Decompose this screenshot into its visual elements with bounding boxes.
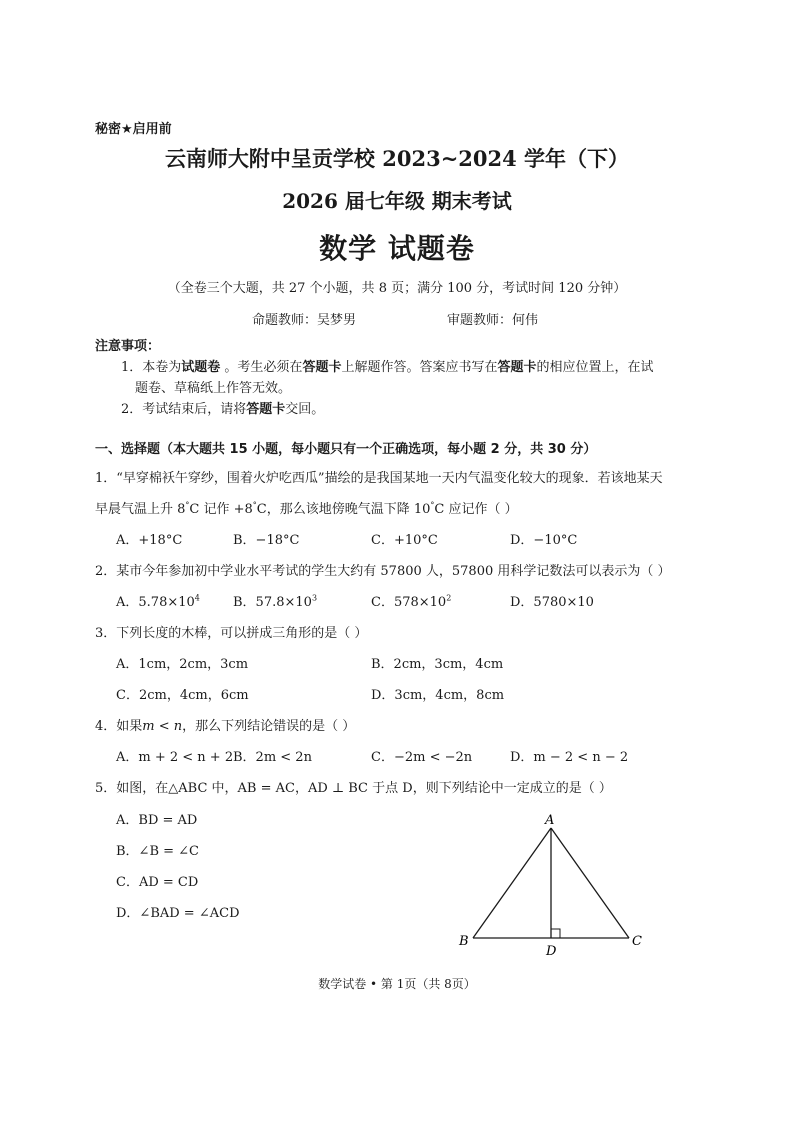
q2-option-c xyxy=(371,591,451,610)
q5-option-d: D．∠BAD = ∠ACD xyxy=(116,906,240,921)
notice-title: 注意事项： xyxy=(95,339,161,354)
notice-bold: 答题卡 xyxy=(246,402,286,417)
right-angle-mark xyxy=(551,929,560,938)
notice-bold: 答题卡 xyxy=(497,360,537,375)
q2-c-base: C．578×10 xyxy=(371,595,447,610)
vertex-label-b: B xyxy=(459,934,469,949)
q1-text: 早晨气温上升 8 xyxy=(95,502,186,517)
q3-option-b: B．2cm，3cm，4cm xyxy=(371,657,504,672)
notice-text: 2．考试结束后，请将 xyxy=(121,402,247,417)
exam-info: （全卷三个大题，共 27 个小题，共 8 页；满分 100 分，考试时间 120 分钟） xyxy=(167,281,627,296)
notice-text: 。考生必须在 xyxy=(220,360,303,375)
notice-text: 1．本卷为 xyxy=(121,360,182,375)
q5-option-c: C．AD = CD xyxy=(116,875,199,890)
notice-item-2 xyxy=(121,398,324,417)
q4-option-d: D．m − 2 < n − 2 xyxy=(510,750,629,765)
q4-option-a: A．m + 2 < n + 2 xyxy=(116,750,234,765)
q3-option-c: C．2cm，4cm，6cm xyxy=(116,688,249,703)
author-teacher: 命题教师：吴梦男 xyxy=(252,313,357,328)
q4-text: 4．如果 xyxy=(95,719,143,734)
q1-text: C 应记作（ ） xyxy=(434,502,518,517)
q1-text: C 记作 +8 xyxy=(189,502,253,517)
q4-text: ，那么下列结论错误的是（ ） xyxy=(182,719,356,734)
notice-text: 的相应位置上，在试 xyxy=(536,360,654,375)
q5-option-a: A．BD = AD xyxy=(116,813,198,828)
question-4 xyxy=(95,715,355,734)
q2-a-exp: 4 xyxy=(194,593,200,603)
question-1-line2 xyxy=(95,498,518,517)
question-1-line1: 1．“早穿棉袄午穿纱，围着火炉吃西瓜”描绘的是我国某地一天内气温变化较大的现象．若该地某天 xyxy=(95,471,663,486)
confidential-label: 秘密★启用前 xyxy=(95,122,172,137)
section-title: 一、选择题（本大题共 15 小题，每小题只有一个正确选项，每小题 2 分，共 30 分） xyxy=(95,442,597,457)
notice-text: 上解题作答。答案应书写在 xyxy=(341,360,498,375)
question-3: 3．下列长度的木棒，可以拼成三角形的是（ ） xyxy=(95,626,368,641)
q2-b-exp: 3 xyxy=(311,593,318,603)
notice-item-1 xyxy=(121,356,654,375)
page-footer: 数学试卷 • 第 1页（共 8页） xyxy=(318,977,476,991)
q1-option-c: C．+10°C xyxy=(371,533,438,548)
question-5: 5．如图，在△ABC 中，AB = AC，AD ⊥ BC 于点 D，则下列结论中一定成立的是（ ） xyxy=(95,781,612,796)
q1-option-d: D．−10°C xyxy=(510,533,578,548)
q1-text: C，那么该地傍晚气温下降 10 xyxy=(256,502,431,517)
notice-bold: 答题卡 xyxy=(302,360,342,375)
vertex-label-a: A xyxy=(545,813,555,828)
vertex-label-c: C xyxy=(632,934,642,949)
degree-symbol: ° xyxy=(185,500,190,510)
q2-option-a xyxy=(116,591,200,610)
school-title: 云南师大附中呈贡学校 2023~2024 学年（下） xyxy=(164,146,630,171)
degree-symbol: ° xyxy=(430,500,435,510)
q2-option-d: D．5780×10 xyxy=(510,595,594,610)
notice-text: 交回。 xyxy=(285,402,325,417)
paper-title: 数学 试题卷 xyxy=(319,232,475,265)
side-ac xyxy=(551,828,629,938)
q2-option-b xyxy=(233,591,317,610)
exam-title: 2026 届七年级 期末考试 xyxy=(282,189,512,213)
q4-inequality: m < n xyxy=(142,719,183,734)
q2-a-base: A．5.78×10 xyxy=(116,595,195,610)
q2-b-base: B．57.8×10 xyxy=(233,595,312,610)
triangle-figure xyxy=(455,808,655,958)
question-2: 2．某市今年参加初中学业水平考试的学生大约有 57800 人，57800 用科学记数法可以表示为（ ） xyxy=(95,564,671,579)
vertex-label-d: D xyxy=(546,944,557,958)
reviewer-teacher: 审题教师：何伟 xyxy=(447,313,539,328)
q4-option-b: B．2m < 2n xyxy=(233,750,312,765)
q2-c-exp: 2 xyxy=(446,593,452,603)
notice-item-1-cont: 题卷、草稿纸上作答无效。 xyxy=(135,381,292,396)
q3-option-a: A．1cm，2cm，3cm xyxy=(116,657,249,672)
notice-bold: 试题卷 xyxy=(181,360,221,375)
q5-option-b: B．∠B = ∠C xyxy=(116,844,199,859)
degree-symbol: ° xyxy=(252,500,257,510)
q3-option-d: D．3cm，4cm，8cm xyxy=(371,688,505,703)
side-ab xyxy=(473,828,551,938)
q4-option-c: C．−2m < −2n xyxy=(371,750,473,765)
q1-option-a: A．+18°C xyxy=(116,533,183,548)
q1-option-b: B．−18°C xyxy=(233,533,300,548)
